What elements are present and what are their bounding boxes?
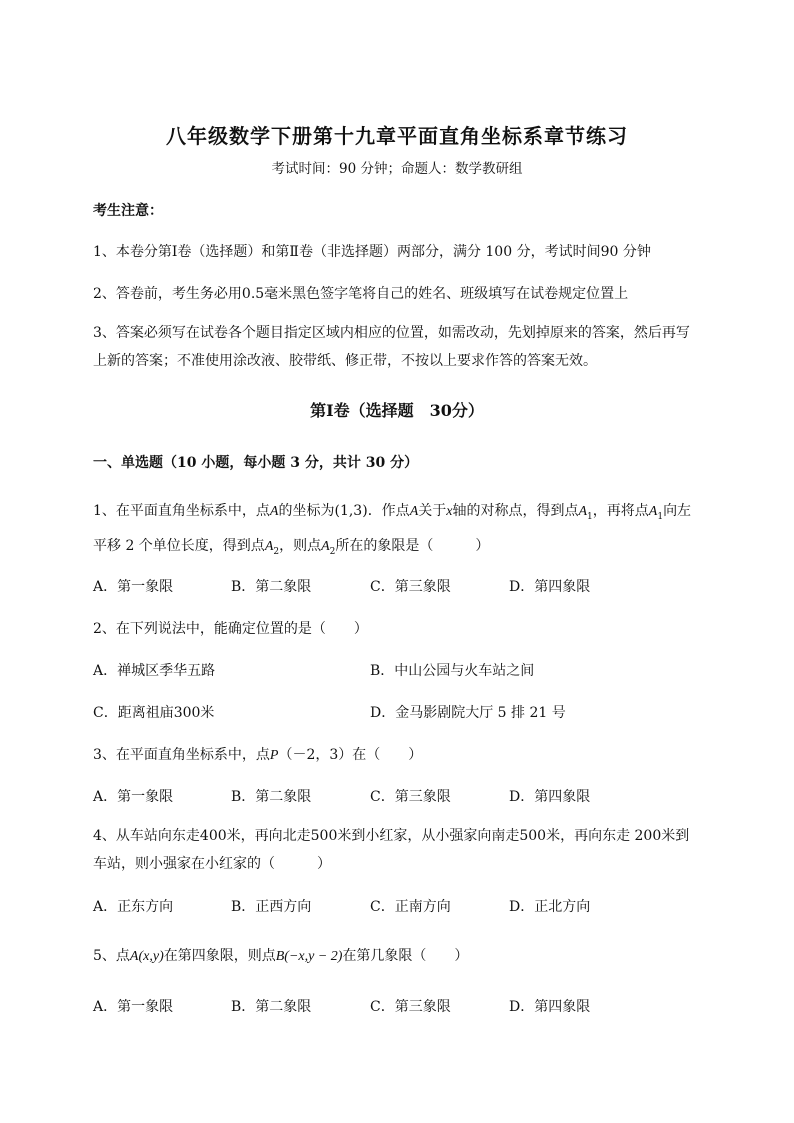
- notice-item-3: 3、答案必须写在试卷各个题目指定区域内相应的位置，如需改动，先划掉原来的答案，然后再写上新的答案；不准使用涂改液、胶带纸、修正带，不按以上要求作答的答案无效。: [93, 325, 690, 369]
- q5-option-d: D．第四象限: [509, 999, 591, 1015]
- q1-text: 关于: [418, 503, 447, 519]
- q4-option-c: C．正南方向: [370, 899, 451, 915]
- part-heading: 一、单选题（10 小题，每小题 3 分，共计 30 分）: [93, 455, 419, 471]
- q1-var: A: [409, 504, 419, 519]
- q1-text: ，再将点: [592, 503, 649, 519]
- question-4-stem: 4、从车站向东走400米，再向北走500米到小红家，从小强家向南走500米，再向东走 200米到车站，则小强家在小红家的（ ）: [93, 828, 690, 872]
- notice-heading: 考生注意：: [93, 203, 163, 219]
- q1-option-c: C．第三象限: [370, 579, 451, 595]
- q1-sub: 2: [329, 546, 336, 557]
- q5-option-a: A．第一象限: [93, 999, 174, 1015]
- page-title: 八年级数学下册第十九章平面直角坐标系章节练习: [166, 124, 628, 148]
- q1-text: 1、在平面直角坐标系中，点: [93, 503, 270, 519]
- q3-text: 3、在平面直角坐标系中，点: [93, 747, 270, 763]
- q3-option-b: B．第二象限: [231, 789, 312, 805]
- question-1-line-2: [93, 535, 489, 557]
- q5-expression: B(−x,y − 2): [275, 949, 343, 964]
- q1-sub: 1: [587, 511, 593, 522]
- q1-option-d: D．第四象限: [509, 579, 591, 595]
- q5-option-c: C．第三象限: [370, 999, 451, 1015]
- q5-option-b: B．第二象限: [231, 999, 312, 1015]
- q2-option-c: C．距离祖庙300米: [93, 705, 215, 721]
- q1-sub: 1: [657, 511, 664, 522]
- q3-option-a: A．第一象限: [93, 789, 174, 805]
- q5-text: 在第四象限，则点: [163, 948, 276, 964]
- q2-option-b: B．中山公园与火车站之间: [370, 663, 535, 679]
- q3-var: P: [269, 748, 279, 763]
- q4-option-d: D．正北方向: [509, 899, 591, 915]
- q1-option-a: A．第一象限: [93, 579, 174, 595]
- notice-item-1: 1、本卷分第Ⅰ卷（选择题）和第Ⅱ卷（非选择题）两部分，满分 100 分，考试时间90 分钟: [93, 244, 651, 260]
- q1-text: 向左: [663, 503, 692, 519]
- q5-text: 在第几象限（ ）: [342, 948, 469, 964]
- question-2-stem: 2、在下列说法中，能确定位置的是（ ）: [93, 621, 368, 637]
- q4-option-a: A．正东方向: [93, 899, 174, 915]
- q1-var: A: [321, 539, 330, 554]
- q1-option-b: B．第二象限: [231, 579, 312, 595]
- q1-var: A: [264, 539, 274, 554]
- q1-var: x: [446, 504, 453, 519]
- q5-text: 5、点: [93, 948, 130, 964]
- q1-text: 所在的象限是（ ）: [335, 538, 490, 554]
- question-1-line-1: [93, 500, 691, 522]
- q1-text: 平移 2 个单位长度，得到点: [93, 538, 265, 554]
- q4-option-b: B．正西方向: [231, 899, 312, 915]
- question-3-stem: [93, 744, 422, 764]
- q5-expression: A(x,y): [129, 949, 164, 964]
- q1-var: A: [269, 504, 279, 519]
- q1-text: 轴的对称点，得到点: [452, 503, 579, 519]
- q3-option-d: D．第四象限: [509, 789, 591, 805]
- q1-text: ．作点: [367, 503, 410, 519]
- exam-subtitle: 考试时间：90 分钟；命题人：数学教研组: [271, 161, 523, 177]
- q1-var: A: [578, 504, 588, 519]
- q1-text: 的坐标为: [278, 503, 335, 519]
- q2-option-a: A．禅城区季华五路: [93, 663, 216, 679]
- q3-option-c: C．第三象限: [370, 789, 451, 805]
- q2-option-d: D．金马影剧院大厅 5 排 21 号: [370, 705, 566, 721]
- section-title: 第Ⅰ卷（选择题 30分）: [310, 401, 484, 420]
- q1-sub: 2: [273, 546, 280, 557]
- question-5-stem: [93, 945, 468, 965]
- q1-var: A: [648, 504, 658, 519]
- q1-text: ，则点: [279, 538, 322, 554]
- q1-coord: (1,3): [334, 503, 368, 519]
- notice-item-2: 2、答卷前，考生务必用0.5毫米黑色签字笔将自己的姓名、班级填写在试卷规定位置上: [93, 286, 629, 302]
- q3-text: （－2，3）在（ ）: [278, 747, 423, 763]
